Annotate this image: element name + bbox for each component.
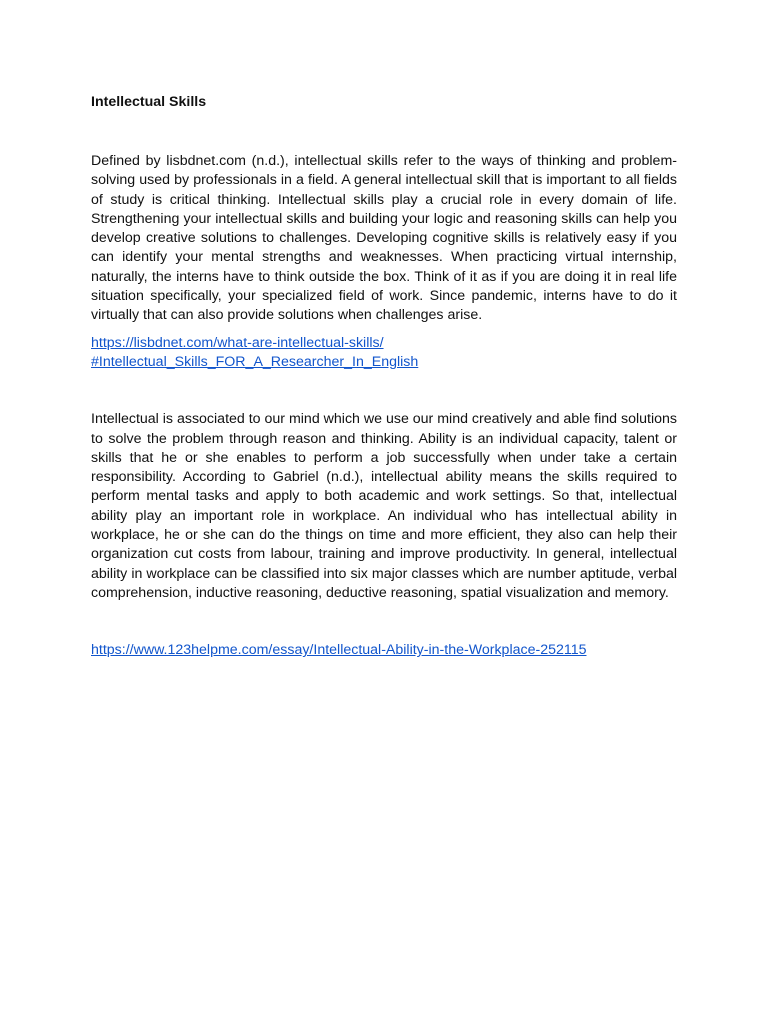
- reference-link-1-line-1[interactable]: https://lisbdnet.com/what-are-intellectual-skills/: [91, 334, 384, 351]
- paragraph-intellectual-skills: Defined by lisbdnet.com (n.d.), intellectual skills refer to the ways of thinking and problem-solving used by professionals in a field. A general intellectual skill that is important to all fields of study is critical thinking. Intellectual skills play a crucial role in every domain of life. Strengthening your intellectual skills and building your logic and reasoning skills can help you develop creative solutions to challenges. Developing cognitive skills is relatively easy if you can identify your mental strengths and weaknesses. When practicing virtual internship, naturally, the interns have to think outside the box. Think of it as if you are doing it in real life situation specifically, your specialized field of work. Since pandemic, interns have to do it virtually that can also provide solutions when challenges arise.: [91, 153, 677, 324]
- reference-link-2-url[interactable]: https://www.123helpme.com/essay/Intellectual-Ability-in-the-Workplace-252115: [91, 642, 587, 659]
- reference-link-1-line-2[interactable]: #Intellectual_Skills_FOR_A_Researcher_In_English: [91, 353, 419, 370]
- document-title: Intellectual Skills: [91, 94, 207, 110]
- document-body: [91, 93, 677, 661]
- reference-link-2: [91, 641, 677, 660]
- reference-link-1: [91, 334, 677, 373]
- paragraph-intellectual-ability: Intellectual is associated to our mind which we use our mind creatively and able find solutions to solve the problem through reason and thinking. Ability is an individual capacity, talent or skills that he or she enables to perform a job successfully when under take a certain responsibility. According to Gabriel (n.d.), intellectual ability means the skills required to perform mental tasks and apply to both academic and work settings. So that, intellectual ability play an important role in workplace. An individual who has intellectual ability in workplace, he or she can do the things on time and more efficient, they also can help their organization cut costs from labour, training and improve productivity. In general, intellectual ability in workplace can be classified into six major classes which are number aptitude, verbal comprehension, inductive reasoning, deductive reasoning, spatial visualization and memory.: [91, 411, 677, 601]
